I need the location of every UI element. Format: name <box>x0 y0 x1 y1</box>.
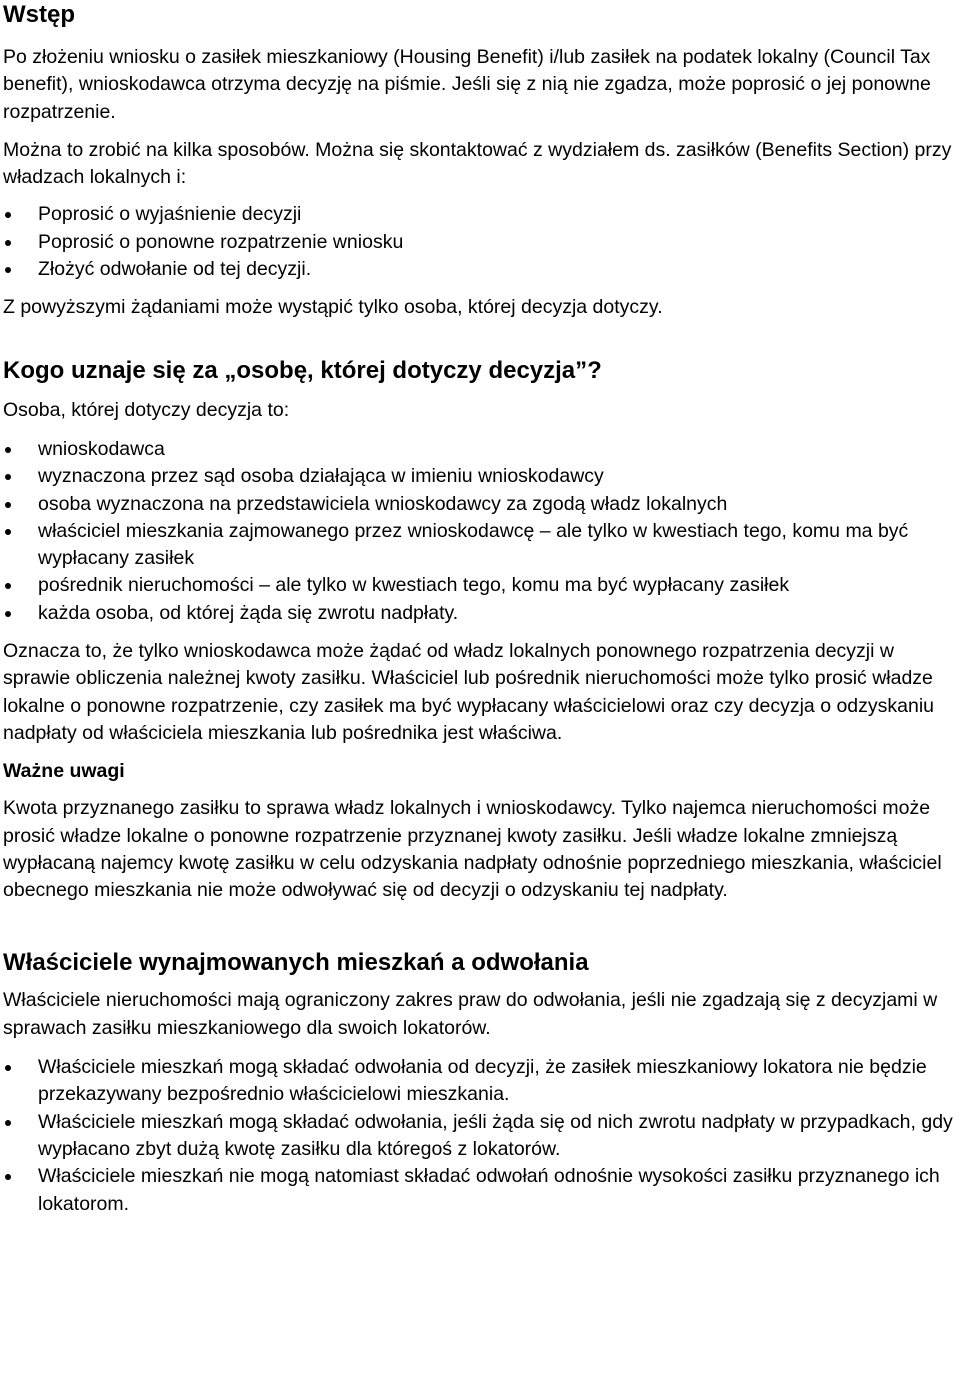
restriction-paragraph: Z powyższymi żądaniami może wystąpić tylko osoba, której decyzja dotyczy. <box>3 296 663 319</box>
list-item-text: Poprosić o ponowne rozpatrzenie wniosku <box>38 230 404 253</box>
list-item <box>3 1109 958 1164</box>
list-item <box>3 256 958 283</box>
section-heading-notes: Ważne uwagi <box>3 760 125 783</box>
section-heading-owners: Właściciele wynajmowanych mieszkań a odwołania <box>3 949 589 977</box>
list-item <box>3 201 958 228</box>
list-item-text: osoba wyznaczona na przedstawiciela wnioskodawcy za zgodą władz lokalnych <box>38 492 728 515</box>
list-item-text: Poprosić o wyjaśnienie decyzji <box>38 203 302 226</box>
owners-paragraph: Właściciele nieruchomości mają ograniczony zakres praw do odwołania, jeśli nie zgadzają się z decyzjami w sprawach zasiłku mieszkaniowego dla swoich lokatorów. <box>3 989 938 1039</box>
list-item <box>3 600 958 627</box>
bullet-icon <box>5 529 11 535</box>
bullet-icon <box>5 240 11 246</box>
list-item-text: pośrednik nieruchomości – ale tylko w kwestiach tego, komu ma być wypłacany zasiłek <box>38 574 790 597</box>
who-explanation-paragraph: Oznacza to, że tylko wnioskodawca może żądać od władz lokalnych ponownego rozpatrzenia decyzji w sprawie obliczenia należnej kwoty zasiłku. Właściciel lub pośrednik nieruchomości może tylko prosić władze lokalne o ponowne rozpatrzenie, czy zasiłek ma być wypłacany właścicielowi oraz czy decyzja o odzyskaniu nadpłaty od właściciela mieszkania lub pośrednika jest właściwa. <box>3 640 935 744</box>
list-item <box>3 1054 958 1109</box>
bullet-icon <box>5 447 11 453</box>
list-item-text: każda osoba, od której żąda się zwrotu nadpłaty. <box>38 601 459 624</box>
list-item <box>3 229 958 256</box>
who-lead-paragraph: Osoba, której dotyczy decyzja to: <box>3 398 290 421</box>
bullet-icon <box>5 502 11 508</box>
list-item-text: Złożyć odwołanie od tej decyzji. <box>38 258 312 281</box>
list-item-text: Właściciele mieszkań mogą składać odwołania od decyzji, że zasiłek mieszkaniowy lokatora nie będzie przekazywany bezpośrednio właścicielowi mieszkania. <box>38 1056 927 1106</box>
list-item <box>3 1163 958 1218</box>
owners-list <box>3 1054 958 1218</box>
bullet-icon <box>5 474 11 480</box>
list-item-text: wyznaczona przez sąd osoba działająca w imieniu wnioskodawcy <box>38 465 604 488</box>
list-item-text: Właściciele mieszkań nie mogą natomiast składać odwołań odnośnie wysokości zasiłku przyznanego ich lokatorom. <box>38 1165 940 1215</box>
list-item-text: Właściciele mieszkań mogą składać odwołania, jeśli żąda się od nich zwrotu nadpłaty w przypadkach, gdy wypłacano zbyt dużą kwotę zasiłku dla któregoś z lokatorów. <box>38 1110 953 1160</box>
who-list <box>3 436 958 627</box>
list-item <box>3 572 958 599</box>
bullet-icon <box>5 1065 11 1071</box>
contact-paragraph: Można to zrobić na kilka sposobów. Można się skontaktować z wydziałem ds. zasiłków (Benefits Section) przy władzach lokalnych i: <box>3 138 952 189</box>
bullet-icon <box>5 1120 11 1126</box>
options-list <box>3 201 958 283</box>
notes-paragraph: Kwota przyznanego zasiłku to sprawa władz lokalnych i wnioskodawcy. Tylko najemca nieruchomości może prosić władze lokalne o ponowne rozpatrzenie przyznanej kwoty zasiłku. Jeśli władze lokalne zmniejszą wypłacaną najemcy kwotę zasiłku w celu odzyskania nadpłaty odnośnie poprzedniego mieszkania, właściciel obecnego mieszkania nie może odwoływać się od decyzji o odzyskaniu tej nadpłaty. <box>3 797 942 902</box>
list-item-text: wnioskodawca <box>38 437 165 460</box>
bullet-icon <box>5 1174 11 1180</box>
intro-paragraph: Po złożeniu wniosku o zasiłek mieszkaniowy (Housing Benefit) i/lub zasiłek na podatek lokalny (Council Tax benefit), wnioskodawca otrzyma decyzję na piśmie. Jeśli się z nią nie zgadza, może poprosić o jej ponowne rozpatrzenie. <box>3 46 931 123</box>
list-item <box>3 491 958 518</box>
bullet-icon <box>5 212 11 218</box>
bullet-icon <box>5 611 11 617</box>
page-title: Wstęp <box>3 1 75 28</box>
list-item-text: właściciel mieszkania zajmowanego przez wnioskodawcę – ale tylko w kwestiach tego, komu ma być wypłacany zasiłek <box>38 519 909 570</box>
bullet-icon <box>5 583 11 589</box>
bullet-icon <box>5 267 11 273</box>
section-heading-who: Kogo uznaje się za „osobę, której dotyczy decyzja”? <box>3 356 602 384</box>
list-item <box>3 463 958 490</box>
list-item <box>3 436 958 463</box>
list-item <box>3 518 958 573</box>
